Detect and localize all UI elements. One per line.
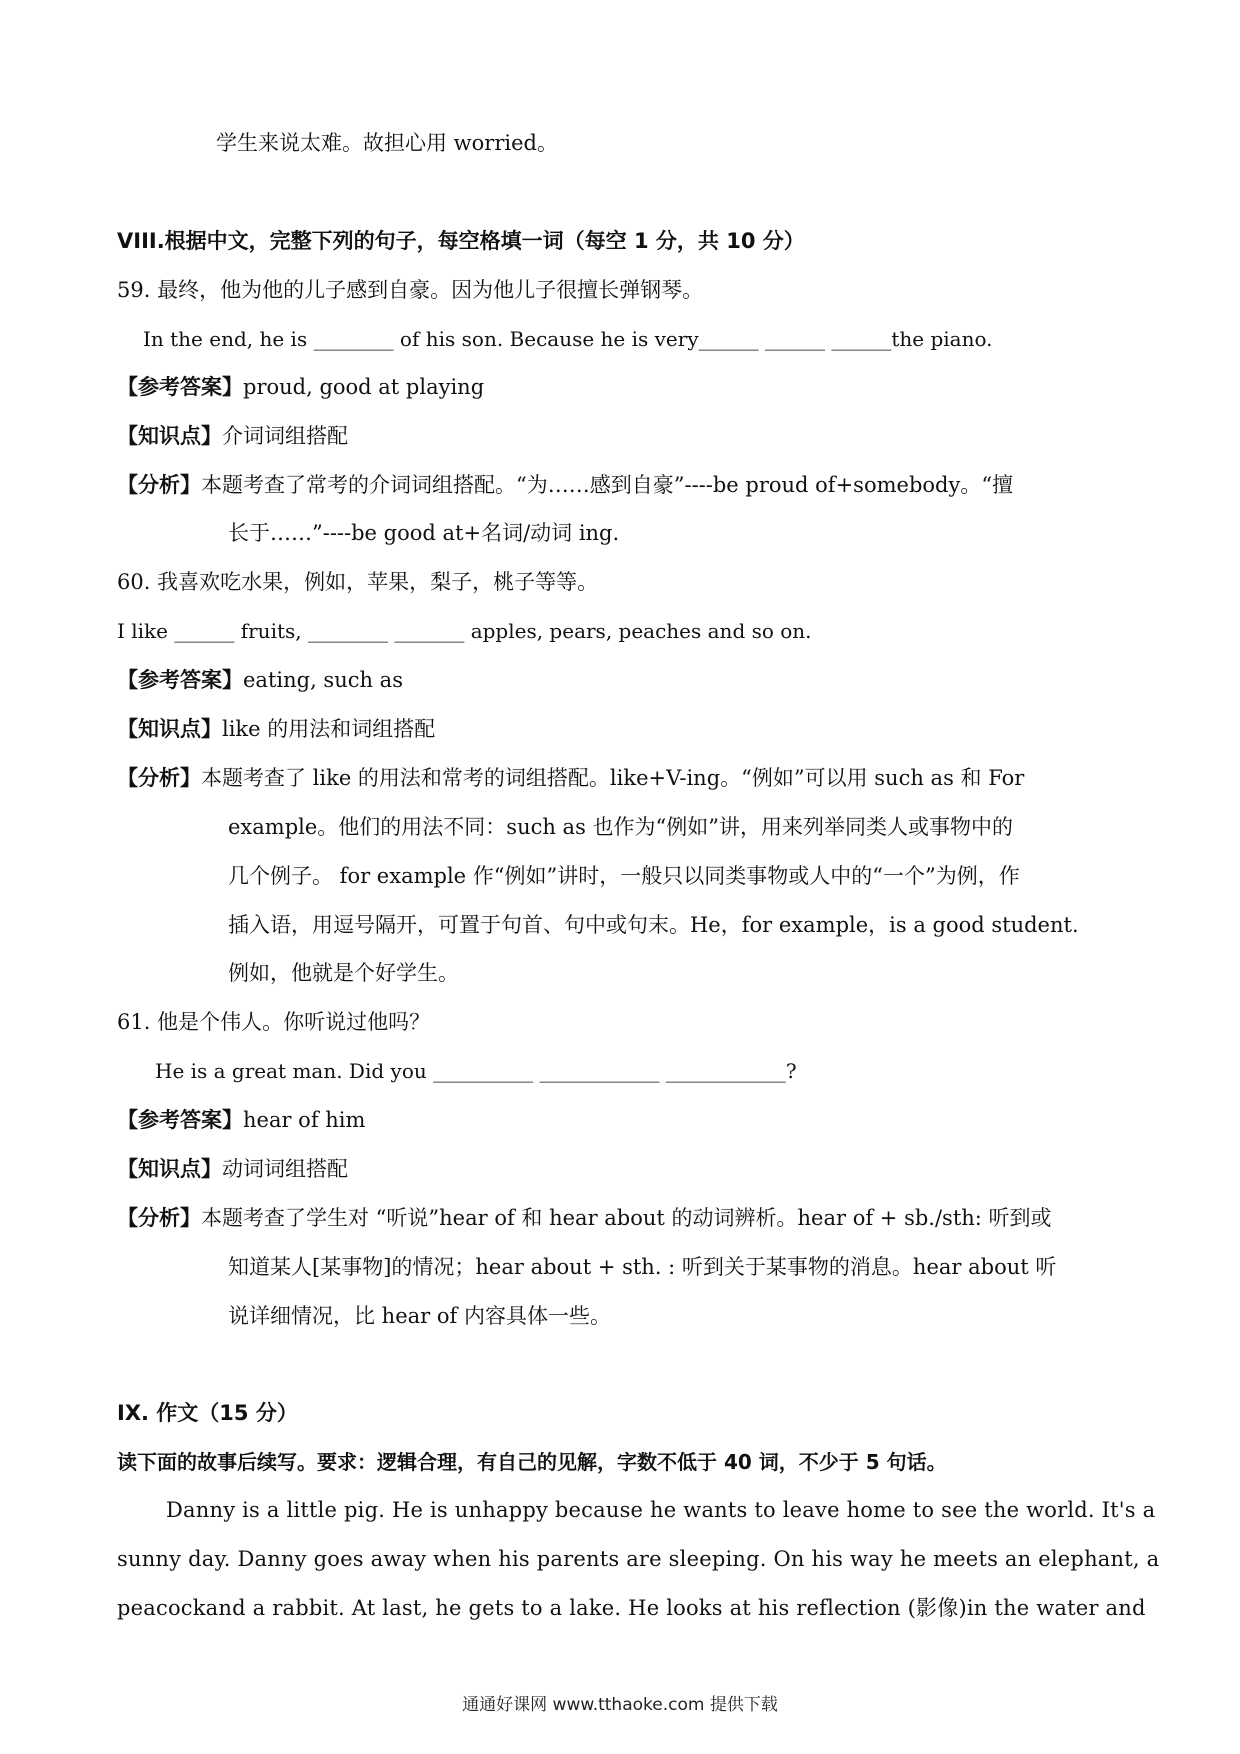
knowledge-point-tag: 【知识点】 [117,424,222,448]
q61-analysis-line-2: 知道某人[某事物]的情况；hear about + sth. : 听到关于某事物的消息。hear about 听 [228,1255,1057,1279]
q59-english: In the end, he is ________ of his son. Because he is very______ ______ ______the piano. [143,327,993,351]
analysis-tag: 【分析】 [117,1206,201,1230]
q61-knowledge-point: 动词词组搭配 [222,1157,348,1181]
q60-analysis-line-5: 例如，他就是个好学生。 [228,961,459,985]
section-9-title: IX. 作文（15 分） [117,1401,298,1425]
page-footer: 通通好课网 www.tthaoke.com 提供下载 [462,1695,778,1715]
q60-analysis-line-3: 几个例子。 for example 作“例如”讲时，一般只以同类事物或人中的“一个”为例，作 [228,864,1020,888]
q61-answer: hear of him [243,1108,366,1132]
knowledge-point-tag: 【知识点】 [117,717,222,741]
q61-analysis-line-3: 说详细情况，比 hear of 内容具体一些。 [228,1304,611,1328]
answer-tag: 【参考答案】 [117,375,243,399]
q60-answer: eating, such as [243,668,403,692]
q59-knowledge-point: 介词词组搭配 [222,424,348,448]
section-8-title: VIII.根据中文，完整下列的句子，每空格填一词（每空 1 分，共 10 分） [117,229,805,253]
q60-analysis-row [117,763,1024,793]
q60-analysis-line-4: 插入语，用逗号隔开，可置于句首、句中或句末。He，for example，is a good student. [228,913,1079,937]
q61-english: He is a great man. Did you __________ ____________ ____________? [155,1059,797,1083]
carryover-text: 学生来说太难。故担心用 worried。 [216,131,558,155]
answer-tag: 【参考答案】 [117,1108,243,1132]
q59-answer: proud, good at playing [243,375,485,399]
q60-answer-row [117,665,403,695]
q60-knowledge-point: like 的用法和词组搭配 [222,717,436,741]
q59-analysis-line-1: 本题考查了常考的介词词组搭配。“为……感到自豪”----be proud of+somebody。“擅 [201,473,1014,497]
answer-tag: 【参考答案】 [117,668,243,692]
q61-analysis-line-1: 本题考查了学生对 “听说”hear of 和 hear about 的动词辨析。hear of + sb./sth: 听到或 [201,1206,1052,1230]
q59-prompt: 59. 最终，他为他的儿子感到自豪。因为他儿子很擅长弹钢琴。 [117,278,704,302]
knowledge-point-tag: 【知识点】 [117,1157,222,1181]
q59-analysis-row [117,470,1013,500]
analysis-tag: 【分析】 [117,473,201,497]
section-9-instruction: 读下面的故事后续写。要求：逻辑合理，有自己的见解，字数不低于 40 词，不少于 5 句话。 [117,1450,947,1474]
q59-analysis-line-2: 长于……”----be good at+名词/动词 ing. [228,521,620,545]
q59-answer-row [117,372,484,402]
q61-analysis-row [117,1203,1052,1233]
q60-analysis-line-1: 本题考查了 like 的用法和常考的词组搭配。like+V-ing。“例如”可以用 such as 和 For [201,766,1025,790]
q60-english: I like ______ fruits, ________ _______ apples, pears, peaches and so on. [117,619,812,643]
q60-kp-row [117,714,435,744]
analysis-tag: 【分析】 [117,766,201,790]
q61-kp-row [117,1154,348,1184]
q60-analysis-line-2: example。他们的用法不同：such as 也作为“例如”讲，用来列举同类人或事物中的 [228,815,1013,839]
story-line-2: sunny day. Danny goes away when his parents are sleeping. On his way he meets an elephant, a [117,1547,1160,1571]
q61-prompt: 61. 他是个伟人。你听说过他吗？ [117,1010,431,1034]
q60-prompt: 60. 我喜欢吃水果，例如，苹果，梨子，桃子等等。 [117,570,599,594]
story-line-3: peacockand a rabbit. At last, he gets to a lake. He looks at his reflection (影像)in the water and [117,1596,1146,1620]
story-line-1: Danny is a little pig. He is unhappy because he wants to leave home to see the world. It's a [166,1498,1156,1522]
q61-answer-row [117,1105,365,1135]
q59-kp-row [117,421,348,451]
